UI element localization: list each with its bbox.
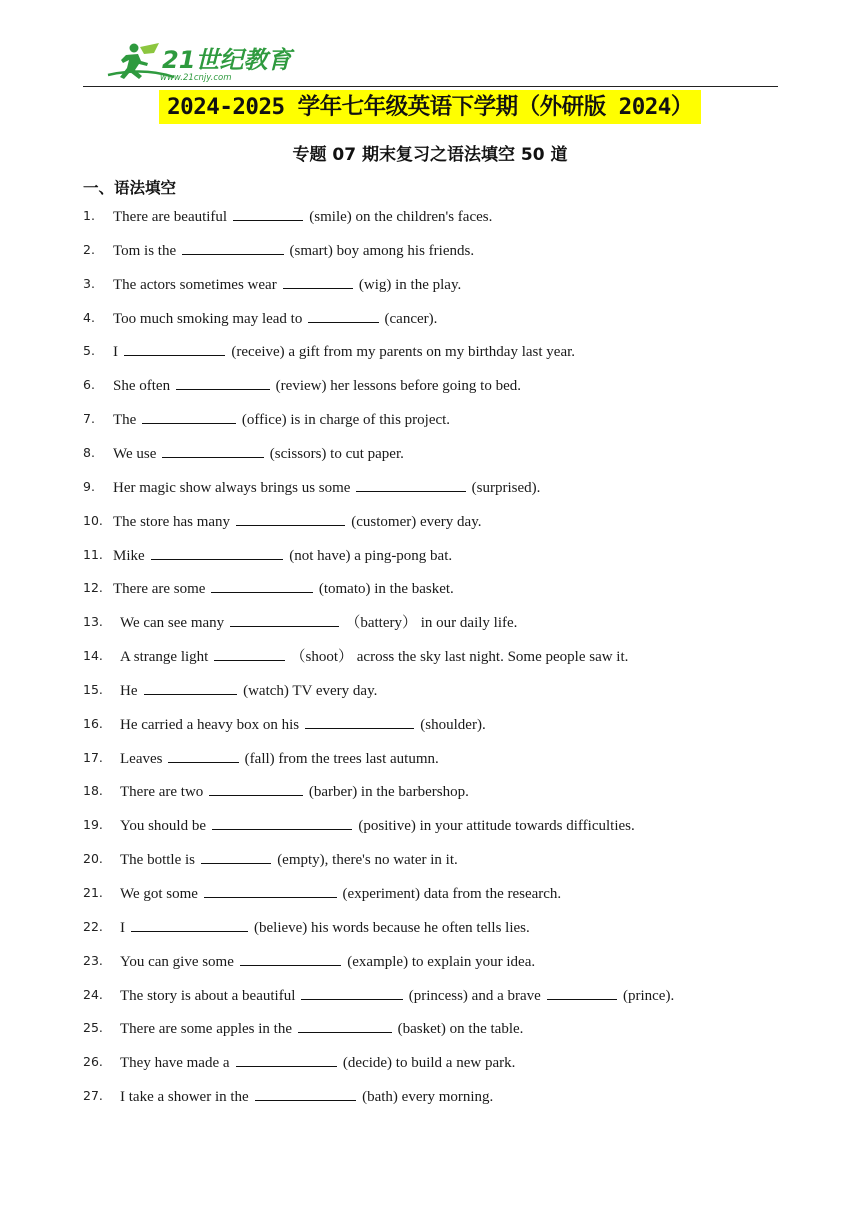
question-text	[113, 340, 575, 363]
question-text	[120, 984, 674, 1007]
question-number: 1.	[83, 208, 95, 223]
answer-blank[interactable]	[301, 984, 402, 1000]
question-number: 20.	[83, 851, 103, 867]
answer-blank[interactable]	[236, 1051, 337, 1067]
question-number: 13.	[83, 614, 103, 630]
question-number: 18.	[83, 783, 103, 799]
question-prefix: There are two	[120, 784, 204, 801]
question-number: 3.	[83, 275, 95, 291]
question-number: 26.	[83, 1054, 103, 1070]
site-logo	[104, 41, 292, 85]
question-hint: (smile) on the children's faces.	[309, 209, 493, 225]
question-number: 25.	[83, 1020, 103, 1036]
question-number: 9.	[83, 478, 95, 494]
question-prefix: You should be	[120, 818, 206, 835]
question-prefix: Mike	[113, 547, 145, 564]
answer-blank[interactable]	[230, 611, 339, 627]
question-number: 16.	[83, 715, 103, 731]
question-hint: (empty), there's no water in it.	[277, 852, 458, 869]
question-text	[120, 713, 486, 736]
answer-blank[interactable]	[124, 340, 225, 356]
question-hint: (cancer).	[384, 310, 438, 327]
question-hint: （battery） in our daily life.	[345, 615, 518, 632]
question-text	[113, 374, 521, 397]
question-text	[113, 442, 404, 465]
question-prefix: The bottle is	[120, 852, 195, 869]
question-hint: (wig) in the play.	[358, 276, 462, 293]
question-hint: (fall) from the trees last autumn.	[244, 750, 439, 767]
question-hint: (basket) on the table.	[397, 1021, 524, 1038]
question-prefix: Tom is the	[113, 242, 177, 259]
question-text	[120, 848, 458, 871]
answer-blank[interactable]	[212, 814, 352, 830]
question-prefix: We use	[113, 445, 157, 462]
title-container	[0, 90, 860, 124]
document-title: 2024-2025 学年七年级英语下学期（外研版 2024）	[159, 90, 701, 124]
question-prefix: I take a shower in the	[120, 1089, 249, 1106]
question-text	[120, 747, 439, 770]
question-hint: (tomato) in the basket.	[318, 581, 454, 598]
answer-blank[interactable]	[233, 205, 303, 221]
question-text	[113, 476, 540, 499]
question-prefix: The actors sometimes wear	[113, 276, 277, 293]
answer-blank[interactable]	[201, 848, 271, 864]
question-prefix: We can see many	[120, 615, 225, 632]
question-prefix: She often	[113, 378, 171, 395]
question-number: 7.	[83, 411, 95, 427]
question-prefix: They have made a	[120, 1055, 230, 1072]
question-number: 11.	[83, 546, 103, 562]
question-prefix: You can give some	[120, 953, 234, 970]
answer-blank[interactable]	[182, 239, 283, 255]
question-prefix: He	[120, 682, 138, 699]
question-prefix: Leaves	[120, 750, 163, 767]
question-hint: (believe) his words because he often tells lies.	[254, 919, 530, 936]
section-heading: 一、语法填空	[83, 179, 177, 197]
question-hint: (barber) in the barbershop.	[308, 784, 469, 801]
question-text	[113, 239, 474, 262]
question-prefix: The store has many	[113, 513, 231, 530]
question-hint: (receive) a gift from my parents on my birthday last year.	[231, 344, 576, 361]
question-hint: (princess) and a brave	[408, 987, 541, 1004]
question-hint: (customer) every day.	[351, 513, 482, 530]
question-prefix: He carried a heavy box on his	[120, 716, 300, 733]
question-hint: (positive) in your attitude towards difficulties.	[358, 818, 635, 835]
question-text	[120, 645, 628, 668]
answer-blank[interactable]	[236, 510, 345, 526]
question-number: 14.	[83, 648, 103, 664]
question-text	[120, 950, 535, 973]
question-prefix: The	[113, 412, 137, 429]
question-hint: (experiment) data from the research.	[342, 886, 562, 902]
question-number: 10.	[83, 512, 103, 528]
question-prefix: We got some	[120, 886, 198, 902]
question-text	[120, 882, 561, 905]
question-hint: (watch) TV every day.	[243, 682, 378, 699]
answer-blank[interactable]	[142, 408, 236, 424]
question-text	[113, 273, 461, 296]
question-prefix: There are beautiful	[113, 209, 228, 225]
question-hint: (surprised).	[471, 479, 541, 496]
answer-blank[interactable]	[144, 679, 238, 695]
answer-blank[interactable]	[547, 984, 617, 1000]
answer-blank[interactable]	[211, 577, 312, 593]
answer-blank[interactable]	[305, 713, 414, 729]
question-number: 15.	[83, 681, 103, 697]
question-prefix: There are some apples in the	[120, 1021, 293, 1038]
question-text	[113, 205, 492, 228]
question-number: 22.	[83, 918, 103, 934]
question-hint: (smart) boy among his friends.	[289, 242, 475, 259]
question-number: 24.	[83, 986, 103, 1002]
question-text	[120, 916, 530, 939]
question-number: 2.	[83, 241, 95, 257]
question-text	[113, 510, 481, 533]
answer-blank[interactable]	[204, 882, 337, 898]
question-text	[113, 577, 454, 600]
question-number: 6.	[83, 377, 95, 393]
question-prefix: The story is about a beautiful	[120, 987, 296, 1004]
answer-blank[interactable]	[255, 1085, 356, 1101]
question-number: 19.	[83, 817, 103, 833]
question-number: 5.	[83, 343, 95, 359]
question-text	[120, 1017, 523, 1040]
question-number: 8.	[83, 444, 95, 460]
question-hint: (review) her lessons before going to bed.	[275, 378, 522, 395]
question-text	[113, 408, 450, 431]
question-number: 17.	[83, 749, 103, 765]
question-text	[120, 679, 377, 702]
question-text	[120, 780, 469, 803]
question-prefix: There are some	[113, 581, 206, 598]
question-prefix: Her magic show always brings us some	[113, 479, 351, 496]
question-hint: (not have) a ping-pong bat.	[289, 547, 453, 564]
question-number: 4.	[83, 309, 95, 325]
question-number: 27.	[83, 1088, 103, 1104]
question-hint: (decide) to build a new park.	[342, 1055, 516, 1072]
question-hint: (example) to explain your idea.	[347, 953, 536, 970]
question-number: 12.	[83, 580, 103, 596]
answer-blank[interactable]	[176, 374, 270, 390]
answer-blank[interactable]	[151, 544, 284, 560]
question-prefix: Too much smoking may lead to	[113, 310, 303, 327]
question-text	[120, 611, 517, 634]
answer-blank[interactable]	[168, 747, 238, 763]
header-rule	[83, 86, 778, 87]
question-text	[120, 1085, 493, 1108]
question-number: 21.	[83, 885, 103, 900]
question-hint: (shoulder).	[420, 716, 486, 733]
question-text	[113, 307, 437, 330]
question-text	[120, 1051, 515, 1074]
question-text	[120, 814, 635, 837]
answer-blank[interactable]	[308, 307, 378, 323]
question-number: 23.	[83, 952, 103, 968]
answer-blank[interactable]	[214, 645, 284, 661]
logo-url-text: www.21cnjy.com	[160, 73, 232, 83]
answer-blank[interactable]	[298, 1017, 392, 1033]
question-text	[113, 544, 452, 567]
question-prefix: I	[120, 919, 125, 936]
question-prefix: A strange light	[120, 649, 209, 666]
question-hint: (bath) every morning.	[362, 1089, 494, 1106]
answer-blank[interactable]	[283, 273, 353, 289]
question-hint: (scissors) to cut paper.	[269, 445, 404, 462]
answer-blank[interactable]	[240, 950, 341, 966]
answer-blank[interactable]	[209, 780, 303, 796]
answer-blank[interactable]	[162, 442, 263, 458]
question-hint: (office) is in charge of this project.	[241, 412, 451, 429]
question-hint: (prince).	[622, 987, 675, 1004]
answer-blank[interactable]	[131, 916, 248, 932]
logo-text: 21世纪教育	[162, 46, 292, 74]
question-prefix: I	[113, 344, 118, 361]
answer-blank[interactable]	[356, 476, 465, 492]
question-hint: （shoot） across the sky last night. Some people saw it.	[290, 649, 629, 666]
document-subtitle: 专题 07 期末复习之语法填空 50 道	[292, 145, 568, 165]
